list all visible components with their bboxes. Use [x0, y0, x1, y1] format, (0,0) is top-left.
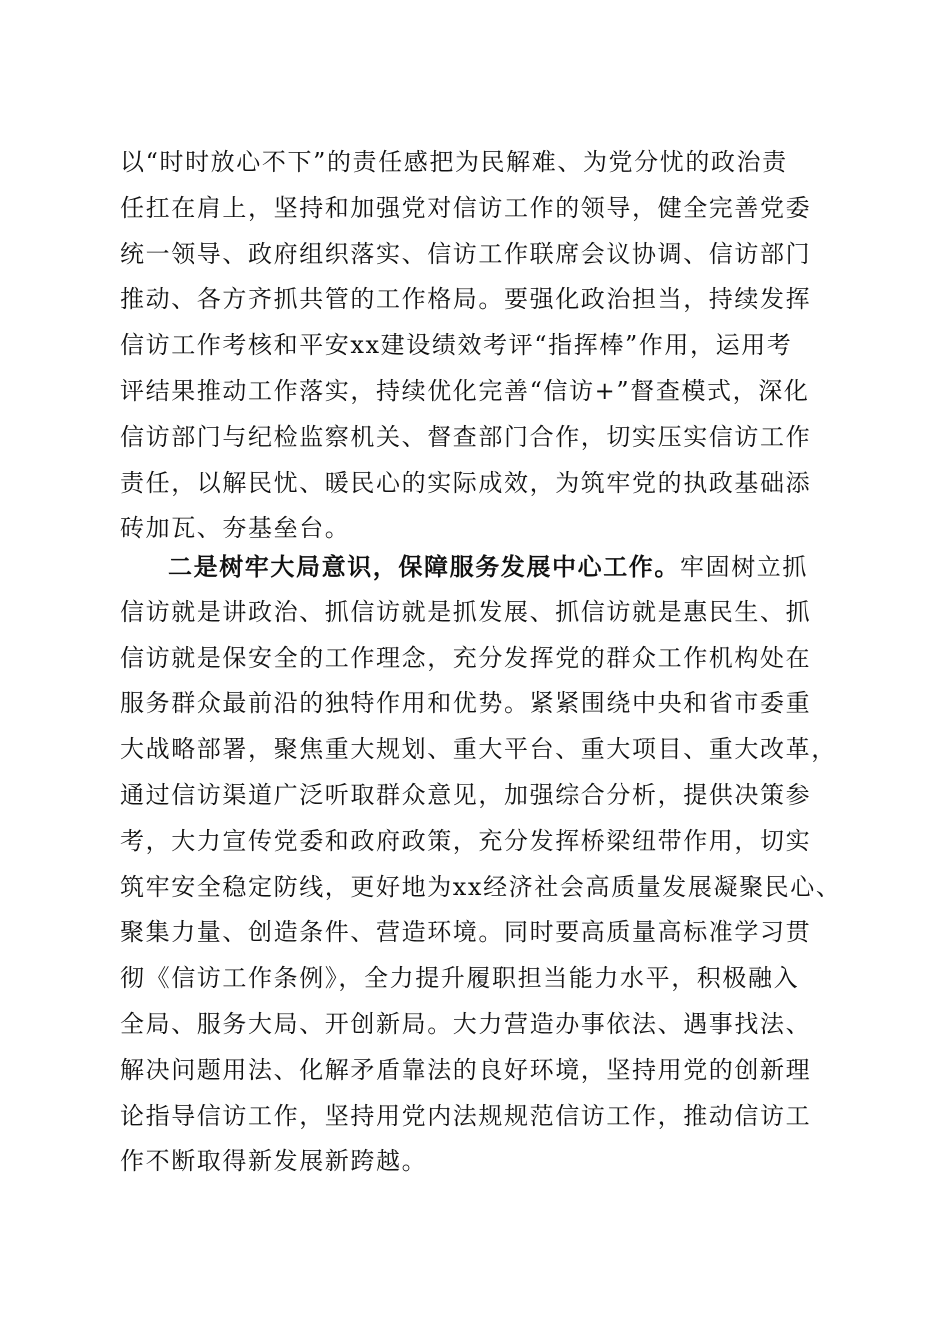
text-line: 砖加瓦、夯基垒台。 [120, 514, 351, 543]
text-line: 信访就是保安全的工作理念，充分发挥党的群众工作机构处在 [120, 643, 812, 672]
text-line: 作不断取得新发展新跨越。 [120, 1147, 428, 1176]
text-line: 推动、各方齐抓共管的工作格局。要强化政治担当，持续发挥 [120, 285, 812, 314]
text-line: 筑牢安全稳定防线，更好地为xx经济社会高质量发展凝聚民心、 [120, 872, 842, 901]
text-line: 信访部门与纪检监察机关、督查部门合作，切实压实信访工作 [120, 422, 812, 451]
paragraph-first-line [120, 544, 832, 590]
text-line: 服务群众最前沿的独特作用和优势。紧紧围绕中央和省市委重 [120, 689, 812, 718]
text-line: 信访就是讲政治、抓信访就是抓发展、抓信访就是惠民生、抓 [120, 597, 812, 626]
text-line: 论指导信访工作，坚持用党内法规规范信访工作，推动信访工 [120, 1101, 812, 1130]
text-run: 牢固树立抓 [680, 553, 808, 581]
text-line: 统一领导、政府组织落实、信访工作联席会议协调、信访部门 [120, 239, 812, 268]
text-line: 信访工作考核和平安xx建设绩效考评“指挥棒”作用，运用考 [120, 331, 793, 360]
text-line: 责任，以解民忧、暖民心的实际成效，为筑牢党的执政基础添 [120, 468, 812, 497]
text-line: 考，大力宣传党委和政府政策，充分发挥桥梁纽带作用，切实 [120, 826, 812, 855]
text-line: 评结果推动工作落实，持续优化完善“信访+”督查模式，深化 [120, 376, 810, 405]
text-line: 聚集力量、创造条件、营造环境。同时要高质量高标准学习贯 [120, 918, 812, 947]
text-line: 解决问题用法、化解矛盾靠法的良好环境，坚持用党的创新理 [120, 1055, 812, 1084]
text-line: 彻《信访工作条例》，全力提升履职担当能力水平，积极融入 [120, 964, 800, 993]
text-line: 以“时时放心不下”的责任感把为民解难、为党分忧的政治责 [120, 148, 788, 176]
text-line: 大战略部署，聚焦重大规划、重大平台、重大项目、重大改革， [120, 735, 837, 764]
text-line: 通过信访渠道广泛听取群众意见，加强综合分析，提供决策参 [120, 780, 812, 809]
text-line: 任扛在肩上，坚持和加强党对信访工作的领导，健全完善党委 [120, 193, 812, 222]
section-heading: 二是树牢大局意识，保障服务发展中心工作。 [168, 552, 680, 581]
paragraph-continued [120, 140, 832, 552]
paragraph-section-two [120, 544, 842, 1185]
text-line: 全局、服务大局、开创新局。大力营造办事依法、遇事找法、 [120, 1009, 812, 1038]
